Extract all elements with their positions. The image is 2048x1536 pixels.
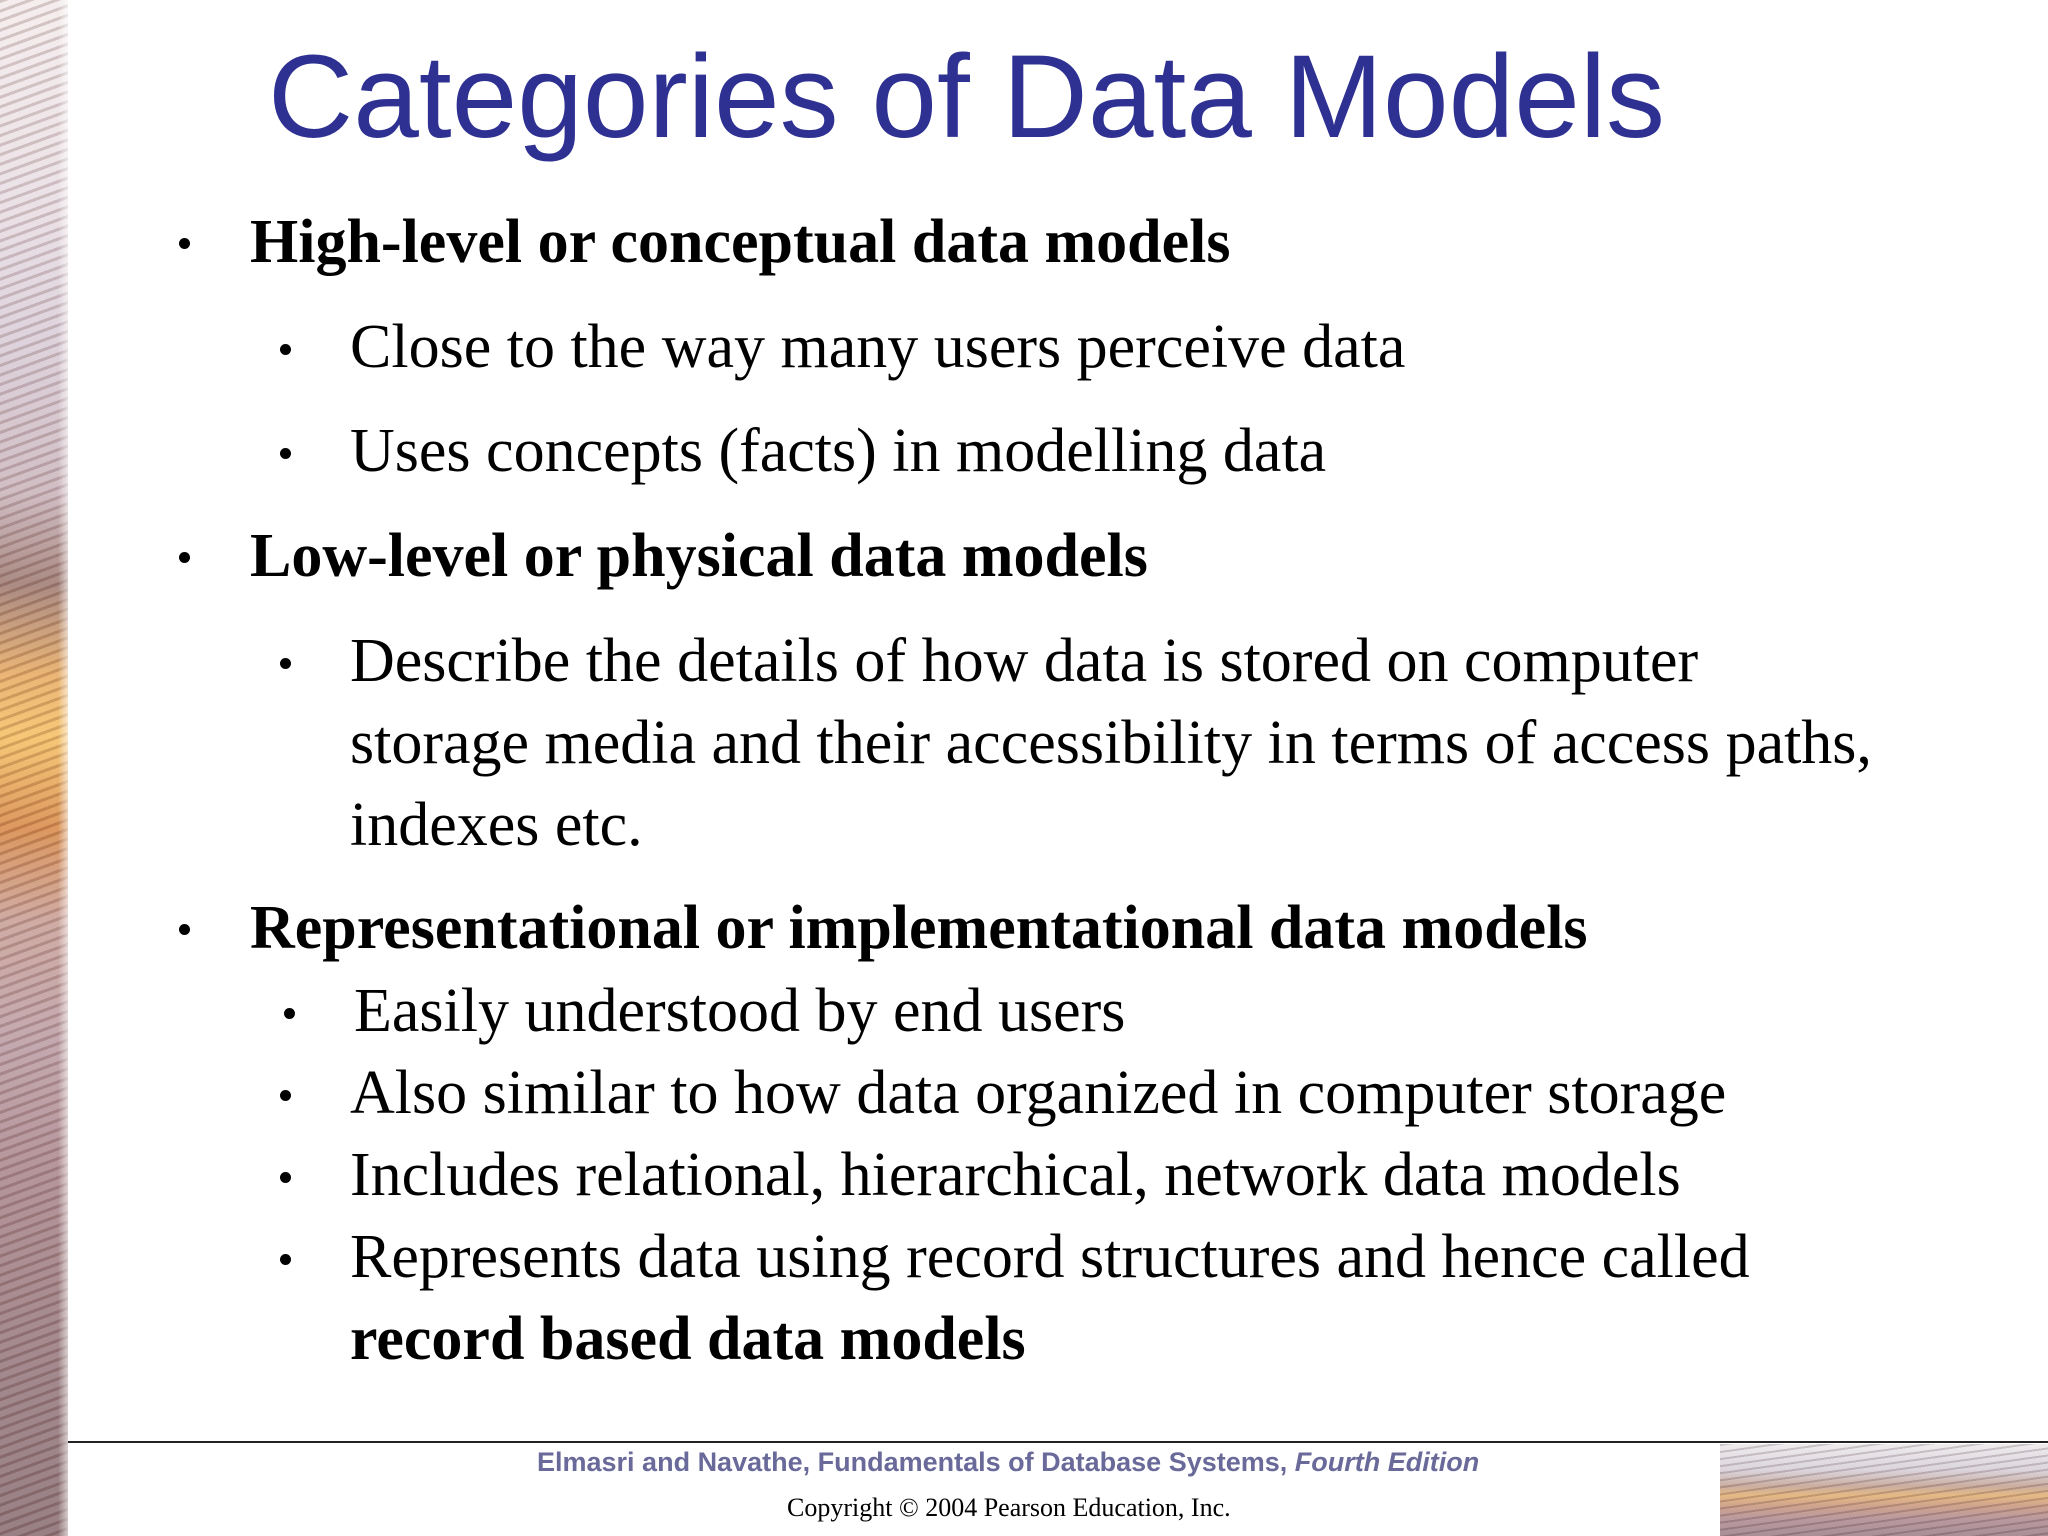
bullet-text: High-level or conceptual data models xyxy=(250,208,1231,276)
bullet-text: Also similar to how data organized in computer storage xyxy=(350,1059,1727,1127)
bullet-text: Uses concepts (facts) in modelling data xyxy=(350,417,1327,485)
sub-bullet-similar-storage xyxy=(350,1052,1726,1134)
bullet-dot-icon xyxy=(179,238,190,249)
sub-bullet-uses-concepts xyxy=(350,410,1326,492)
bullet-dot-icon xyxy=(280,1172,291,1183)
footer-book-edition: Fourth Edition xyxy=(1294,1447,1480,1477)
bullet-text: Representational or implementational data models xyxy=(250,894,1588,962)
sub-bullet-close-to-users xyxy=(350,306,1405,388)
bullet-text-line: Describe the details of how data is stored on computer xyxy=(350,627,1699,695)
bullet-text-line-bold: record based data models xyxy=(350,1305,1026,1373)
bullet-dot-icon xyxy=(280,1090,291,1101)
bullet-dot-icon xyxy=(179,924,190,935)
bullet-dot-icon xyxy=(280,344,291,355)
bullet-text-line: storage media and their accessibility in terms of access paths, xyxy=(350,709,1872,777)
bullet-text-line: indexes etc. xyxy=(350,791,643,859)
bullet-dot-icon xyxy=(179,552,190,563)
footer-book-title: Elmasri and Navathe, Fundamentals of Database Systems, xyxy=(537,1447,1295,1477)
slide-title: Categories of Data Models xyxy=(268,31,1666,163)
bullet-representational xyxy=(250,886,1588,970)
bullet-text-line: Represents data using record structures and hence called xyxy=(350,1223,1750,1291)
sub-bullet-describe-details xyxy=(350,620,1872,866)
bullet-high-level xyxy=(250,200,1230,284)
footer-divider xyxy=(68,1441,2048,1443)
sub-bullet-record-structures xyxy=(350,1216,1750,1380)
footer-decorative-image xyxy=(1720,1444,2048,1536)
footer-copyright: Copyright © 2004 Pearson Education, Inc. xyxy=(787,1493,1231,1522)
bullet-text: Close to the way many users perceive data xyxy=(350,313,1406,381)
bullet-text: Low-level or physical data models xyxy=(250,522,1148,590)
bullet-low-level xyxy=(250,514,1148,598)
bullet-text: Easily understood by end users xyxy=(354,977,1126,1045)
bullet-text: Includes relational, hierarchical, network data models xyxy=(350,1141,1681,1209)
bullet-dot-icon xyxy=(280,448,291,459)
sub-bullet-easily-understood xyxy=(354,970,1125,1052)
bullet-dot-icon xyxy=(280,658,291,669)
decorative-side-image xyxy=(0,0,68,1536)
sub-bullet-includes-models xyxy=(350,1134,1681,1216)
bullet-dot-icon xyxy=(284,1008,295,1019)
bullet-dot-icon xyxy=(280,1254,291,1265)
